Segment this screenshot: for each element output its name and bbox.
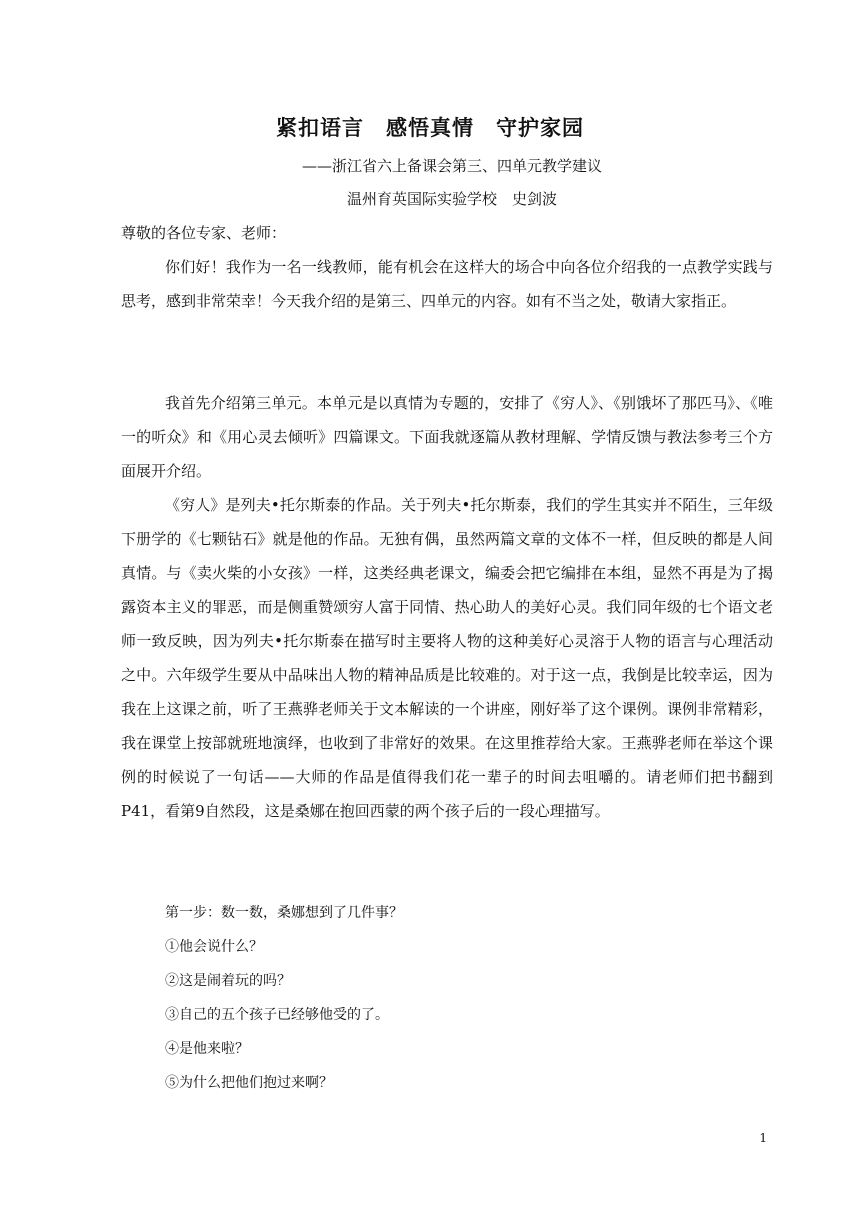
step-item: ⑤为什么把他们抱过来啊？ [165,1075,333,1091]
document-title: 紧扣语言 感悟真情 守护家园 [276,116,584,140]
step-item: ④是他来啦？ [165,1041,249,1057]
paragraph-qiongren: 《穷人》是列夫•托尔斯泰的作品。关于列夫•托尔斯泰，我们的学生其实并不陌生，三年级下册学的《七颗钻石》就是他的作品。无独有偶，虽然两篇文章的文体不一样，但反映的都是人间真情。与《卖火柴的小女孩》一样，这类经典老课文，编委会把它编排在本组，显然不再是为了揭露资本主义的罪恶，而是侧重赞颂穷人富于同情、热心助人的美好心灵。我们同年级的七个语文老师一致反映，因为列夫•托尔斯泰在描写时主要将人物的这种美好心灵溶于人物的语言与心理活动之中。六年级学生要从中品味出人物的精神品质是比较难的。对于这一点，我倒是比较幸运，因为我在上这课之前，听了王燕骅老师关于文本解读的一个讲座，刚好举了这个课例。课例非常精彩，我在课堂上按部就班地演绎，也收到了非常好的效果。在这里推荐给大家。王燕骅老师在举这个课例的时候说了一句话——大师的作品是值得我们花一辈子的时间去咀嚼的。请老师们把书翻到P41，看第9自然段，这是桑娜在抱回西蒙的两个孩子后的一段心理描写。 [121,496,773,820]
steps-list [165,896,403,1100]
document-subtitle: ——浙江省六上备课会第三、四单元教学建议 [301,157,602,175]
step-heading: 第一步：数一数，桑娜想到了几件事？ [165,905,403,921]
step-item: ③自己的五个孩子已经够他受的了。 [165,1007,389,1023]
step-item: ②这是闹着玩的吗？ [165,973,291,989]
page-number: 1 [759,1131,767,1145]
step-item: ①他会说什么？ [165,939,263,955]
paragraph-intro: 你们好！我作为一名一线教师，能有机会在这样大的场合中向各位介绍我的一点教学实践与思考，感到非常荣幸！今天我介绍的是第三、四单元的内容。如有不当之处，敬请大家指正。 [121,258,773,310]
paragraph-unit-three: 我首先介绍第三单元。本单元是以真情为专题的，安排了《穷人》、《别饿坏了那匹马》、《唯一的听众》和《用心灵去倾听》四篇课文。下面我就逐篇从教材理解、学情反馈与教法参考三个方面展开介绍。 [121,394,773,480]
document-author: 温州育英国际实验学校 史剑波 [346,190,557,208]
salutation: 尊敬的各位专家、老师： [121,224,287,242]
